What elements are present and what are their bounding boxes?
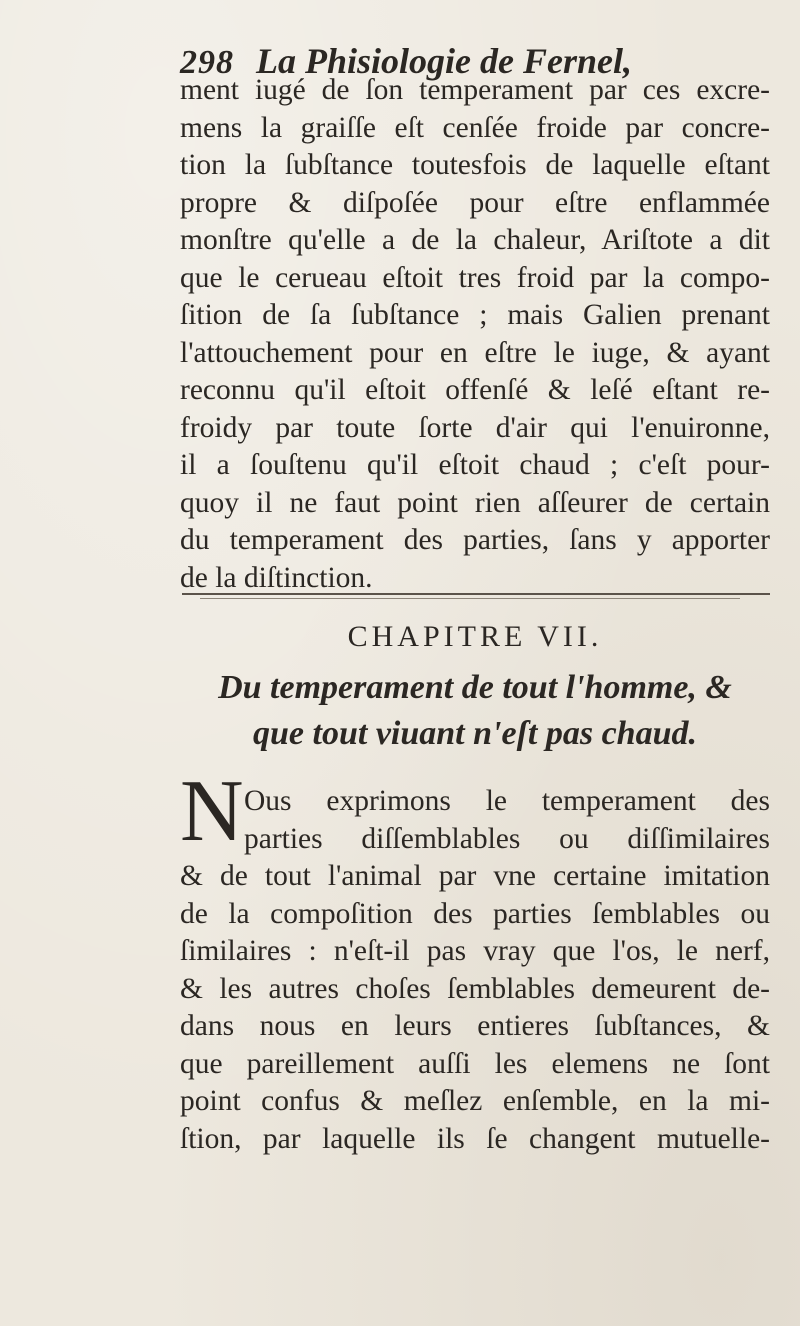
text-line: ment iugé de ſon temperament par ces excre- — [180, 74, 770, 106]
text-line: que pareillement auſſi les elemens ne ſont — [180, 1047, 770, 1080]
text-line: l'attouchement pour en eſtre le iuge, & ayant — [180, 336, 770, 369]
text-line: froidy par toute ſorte d'air qui l'enuironne, — [180, 411, 770, 444]
text-line: de la compoſition des parties ſemblables ou — [180, 897, 770, 930]
drop-cap: N — [180, 763, 244, 860]
text-line: monſtre qu'elle a de la chaleur, Ariſtote a dit — [180, 224, 770, 256]
text-line: point confus & meſlez enſemble, en la mi- — [180, 1085, 770, 1117]
text-line: de la diſtinction. — [180, 561, 373, 594]
text-line: & de tout l'animal par vne certaine imitation — [180, 860, 770, 892]
text-line: Ous exprimons le temperament des — [244, 785, 770, 817]
running-title: La Phisiologie de Fernel, — [256, 41, 632, 81]
text-line: dans nous en leurs entieres ſubſtances, & — [180, 1010, 770, 1042]
text-line: & les autres choſes ſemblables demeurent de- — [180, 972, 770, 1005]
text-line: du temperament des parties, ſans y apporter — [180, 524, 770, 556]
text-line: mens la graiſſe eſt cenſée froide par concre- — [180, 111, 770, 144]
section-divider — [182, 593, 770, 595]
text-line: quoy il ne faut point rien aſſeurer de certain — [180, 486, 770, 519]
text-line: parties diſſemblables ou diſſimilaires — [244, 822, 770, 855]
text-line: que le cerueau eſtoit tres froid par la compo- — [180, 261, 770, 294]
text-line: il a ſouſtenu qu'il eſtoit chaud ; c'eſt pour- — [180, 449, 770, 481]
text-line: tion la ſubſtance toutesfois de laquelle eſtant — [180, 149, 770, 181]
text-line: ſimilaires : n'eſt-il pas vray que l'os, le nerf, — [180, 935, 770, 967]
text-line: propre & diſpoſée pour eſtre enflammée — [180, 186, 770, 219]
continued-paragraph — [180, 72, 770, 597]
text-line: reconnu qu'il eſtoit offenſé & leſé eſtant re- — [180, 374, 770, 406]
chapter-paragraph — [180, 783, 770, 1158]
chapter-title — [180, 665, 770, 757]
chapter-heading: CHAPITRE VII. — [347, 620, 603, 653]
chapter-title-line: que tout viuant n'eſt pas chaud. — [253, 715, 697, 752]
text-line: ſtion, par laquelle ils ſe changent mutuelle- — [180, 1122, 770, 1155]
page-number: 298 — [180, 44, 234, 81]
chapter-title-line: Du temperament de tout l'homme, & — [218, 669, 732, 706]
section-divider-thin — [200, 598, 740, 599]
text-line: ſition de ſa ſubſtance ; mais Galien prenant — [180, 299, 770, 331]
